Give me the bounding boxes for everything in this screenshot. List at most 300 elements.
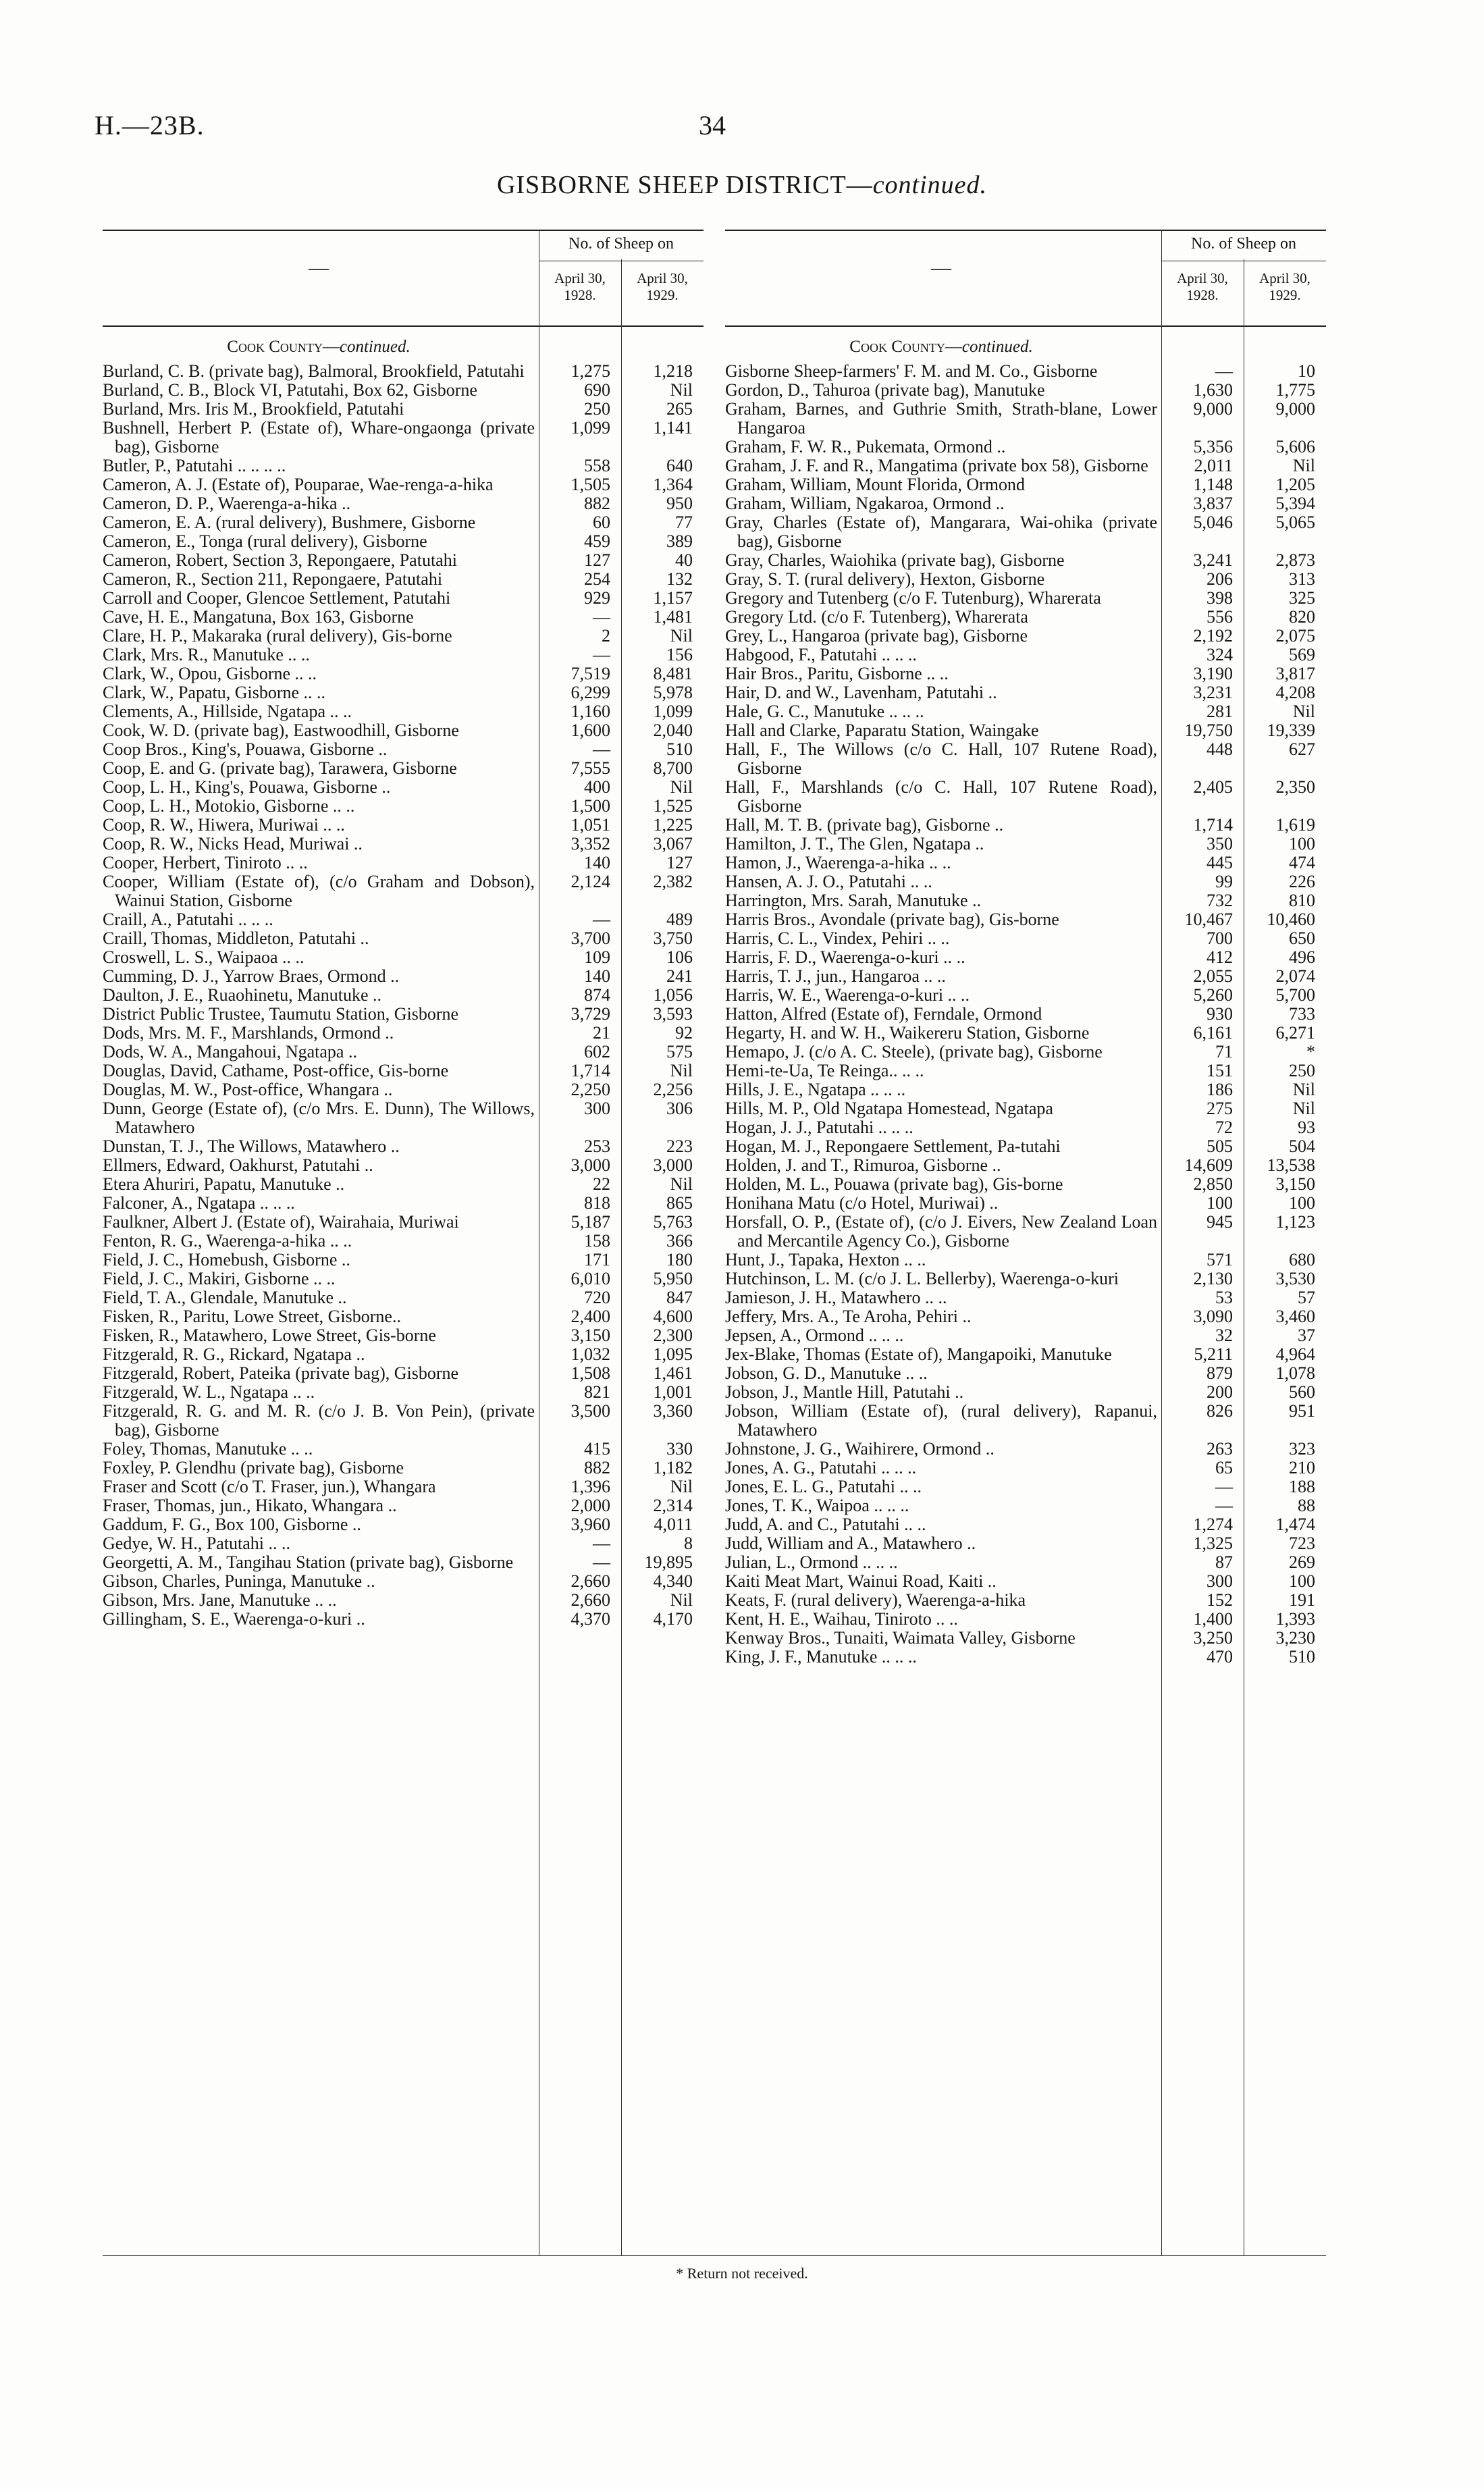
sheep-1929: 88 (1298, 1496, 1315, 1515)
sheep-1928: 6,299 (571, 683, 610, 702)
sheep-1928: 2,660 (571, 1571, 610, 1591)
table-row (725, 456, 1326, 475)
table-row (103, 797, 704, 816)
owner-name: Cameron, A. J. (Estate of), Pouparae, Wae-renga-a-hika (103, 475, 494, 494)
owner-name: Jepsen, A., Ormond .. .. .. (725, 1326, 904, 1345)
page-title (0, 170, 1484, 200)
owner-name: Hair Bros., Paritu, Gisborne .. .. (725, 664, 949, 683)
sheep-1929: 5,763 (653, 1212, 693, 1232)
owner-name: Field, J. C., Homebush, Gisborne .. (103, 1250, 350, 1269)
owner-name: Douglas, David, Cathame, Post-office, Gis-borne (103, 1061, 449, 1080)
sheep-1929: 1,205 (1275, 475, 1315, 494)
sheep-1928: 4,370 (571, 1609, 610, 1629)
owner-name: Hogan, M. J., Repongaere Settlement, Pa-tutahi (725, 1136, 1061, 1156)
sheep-1928: 1,051 (571, 815, 610, 835)
sheep-1928: 3,837 (1193, 494, 1233, 513)
sheep-1929: 5,950 (653, 1269, 693, 1288)
sheep-1928: 732 (1207, 891, 1233, 910)
sheep-1928: 1,714 (1193, 815, 1233, 835)
sheep-1929: 1,775 (1275, 380, 1315, 400)
table-row (725, 854, 1326, 872)
sheep-1929: 3,593 (653, 1004, 693, 1024)
owner-name: Foley, Thomas, Manutuke .. .. (103, 1439, 313, 1459)
county-continued: continued. (961, 338, 1033, 356)
table-row (103, 1175, 704, 1194)
sheep-1929: 1,461 (653, 1363, 693, 1383)
sheep-1929: 100 (1289, 834, 1315, 854)
table-row (725, 627, 1326, 646)
table-row (725, 816, 1326, 835)
sheep-1928: 400 (584, 777, 610, 797)
sheep-1928: 398 (1207, 588, 1233, 608)
owner-name: Gillingham, S. E., Waerenga-o-kuri .. (103, 1609, 365, 1629)
year-1929-header: April 30, 1929. (1259, 270, 1310, 303)
table-row (725, 1383, 1326, 1402)
owner-name: Coop Bros., King's, Pouawa, Gisborne .. (103, 739, 388, 759)
year-1928-header: April 30, 1928. (554, 270, 606, 303)
owner-name: Dods, W. A., Mangahoui, Ngatapa .. (103, 1042, 357, 1062)
sheep-1928: 2,250 (571, 1080, 610, 1099)
owner-name: Foxley, P. Glendhu (private bag), Gisborne (103, 1458, 404, 1477)
owner-name: Falconer, A., Ngatapa .. .. .. (103, 1193, 295, 1213)
owner-name: Jobson, William (Estate of), (rural delivery), Rapanui, Matawhero (725, 1401, 1157, 1440)
sheep-count-group-header: No. of Sheep on (1191, 235, 1296, 253)
sheep-1928: 700 (1207, 928, 1233, 948)
owner-name: Grey, L., Hangaroa (private bag), Gisborne (725, 626, 1028, 646)
sheep-1929: 3,817 (1275, 664, 1315, 683)
table-row (103, 627, 704, 646)
owner-name: Craill, Thomas, Middleton, Patutahi .. (103, 928, 369, 948)
table-row (103, 1515, 704, 1534)
owner-name: Hills, J. E., Ngatapa .. .. .. (725, 1080, 906, 1099)
sheep-1928: 87 (1215, 1552, 1233, 1572)
sheep-1928: 1,508 (571, 1363, 610, 1383)
sheep-1929: 5,394 (1275, 494, 1315, 513)
sheep-1928: 2,405 (1193, 777, 1233, 797)
sheep-1928: 879 (1207, 1363, 1233, 1383)
sheep-1929: 950 (666, 494, 693, 513)
owner-name: Harris, T. J., jun., Hangaroa .. .. (725, 966, 946, 986)
county-name: Cook County— (849, 338, 962, 356)
table-row (725, 589, 1326, 608)
table-row (103, 400, 704, 419)
owner-name: Cooper, Herbert, Tiniroto .. .. (103, 853, 308, 872)
sheep-1928: 690 (584, 380, 610, 400)
sheep-1929: 13,538 (1267, 1155, 1315, 1175)
owner-name: Coop, L. H., King's, Pouawa, Gisborne .. (103, 777, 391, 797)
owner-name: Gaddum, F. G., Box 100, Gisborne .. (103, 1515, 361, 1534)
table-row (725, 910, 1326, 929)
sheep-1929: 723 (1289, 1534, 1315, 1553)
sheep-1928: 556 (1207, 607, 1233, 627)
table-row (103, 835, 704, 854)
owner-name: Harris, F. D., Waerenga-o-kuri .. .. (725, 947, 965, 967)
sheep-1928: 3,000 (571, 1155, 610, 1175)
sheep-1928: 53 (1215, 1288, 1233, 1307)
sheep-1928: 3,150 (571, 1326, 610, 1345)
table-row (725, 1477, 1326, 1496)
owner-column-header: — (931, 257, 951, 279)
sheep-1929: * (1306, 1042, 1315, 1062)
owner-name: Jobson, G. D., Manutuke .. .. (725, 1363, 928, 1383)
owner-name: Hogan, J. J., Patutahi .. .. .. (725, 1118, 913, 1137)
sheep-1929: 733 (1289, 1004, 1315, 1024)
sheep-1929: 1,001 (653, 1382, 693, 1402)
sheep-1929: 132 (666, 569, 693, 589)
sheep-1928: 2,660 (571, 1590, 610, 1610)
table-row (725, 1005, 1326, 1024)
sheep-1929: 241 (666, 966, 693, 986)
sheep-1928: 3,960 (571, 1515, 610, 1534)
owner-name: Craill, A., Patutahi .. .. .. (103, 910, 273, 929)
owner-name: Field, J. C., Makiri, Gisborne .. .. (103, 1269, 336, 1288)
owner-name: Cumming, D. J., Yarrow Braes, Ormond .. (103, 966, 400, 986)
table-row (103, 646, 704, 664)
owner-name: King, J. F., Manutuke .. .. .. (725, 1647, 917, 1667)
sheep-1928: 151 (1207, 1061, 1233, 1080)
owner-name: Hamon, J., Waerenga-a-hika .. .. (725, 853, 951, 872)
owner-name: Burland, Mrs. Iris M., Brookfield, Patutahi (103, 399, 404, 419)
sheep-count-group-header: No. of Sheep on (568, 235, 674, 253)
owner-name: Hale, G. C., Manutuke .. .. .. (725, 702, 924, 721)
table-row (725, 1062, 1326, 1080)
owner-name: Hall, F., Marshlands (c/o C. Hall, 107 Rutene Road), Gisborne (725, 777, 1157, 816)
owner-name: Clements, A., Hillside, Ngatapa .. .. (103, 702, 352, 721)
owner-name: Gregory and Tutenberg (c/o F. Tutenburg), Wharerata (725, 588, 1101, 608)
county-name: Cook County— (227, 338, 340, 356)
table-row (725, 646, 1326, 664)
owner-name: Hemi-te-Ua, Te Reinga.. .. .. (725, 1061, 924, 1080)
sheep-1929: 496 (1289, 947, 1315, 967)
table-row (103, 1099, 704, 1137)
sheep-1928: 826 (1207, 1401, 1233, 1421)
owner-name: Kaiti Meat Mart, Wainui Road, Kaiti .. (725, 1571, 997, 1591)
sheep-1929: 8 (684, 1534, 693, 1553)
owner-name: Jones, T. K., Waipoa .. .. .. (725, 1496, 909, 1515)
table-row (725, 891, 1326, 910)
owner-name: Kent, H. E., Waihau, Tiniroto .. .. (725, 1609, 958, 1629)
sheep-1928: 250 (584, 399, 610, 419)
sheep-1929: 4,340 (653, 1571, 693, 1591)
sheep-1928: 882 (584, 494, 610, 513)
sheep-1929: 188 (1289, 1477, 1315, 1496)
sheep-1928: 65 (1215, 1458, 1233, 1477)
sheep-1928: 3,190 (1193, 664, 1233, 683)
entries-left (103, 362, 704, 1629)
sheep-1928: 324 (1207, 645, 1233, 664)
table-row (103, 1194, 704, 1213)
owner-name: Daulton, J. E., Ruaohinetu, Manutuke .. (103, 985, 382, 1005)
table-row (725, 608, 1326, 627)
owner-name: Graham, William, Mount Florida, Ormond (725, 475, 1026, 494)
owner-name: Gray, S. T. (rural delivery), Hexton, Gisborne (725, 569, 1045, 589)
table-row (103, 513, 704, 532)
owner-name: Fisken, R., Paritu, Lowe Street, Gisborne.. (103, 1307, 401, 1326)
sheep-1928: 5,260 (1193, 985, 1233, 1005)
table-row (725, 1326, 1326, 1345)
owner-name: Kenway Bros., Tunaiti, Waimata Valley, Gisborne (725, 1628, 1076, 1648)
owner-name: Coop, E. and G. (private bag), Tarawera, Gisborne (103, 758, 457, 778)
sheep-1929: 210 (1289, 1458, 1315, 1477)
sheep-1929: 9,000 (1275, 399, 1315, 419)
owner-name: Fitzgerald, R. G., Rickard, Ngatapa .. (103, 1344, 365, 1364)
sheep-1928: — (593, 1552, 610, 1572)
sheep-1928: 1,505 (571, 475, 610, 494)
sheep-1929: Nil (670, 1590, 693, 1610)
sheep-1928: 3,241 (1193, 550, 1233, 570)
sheep-1929: 510 (1289, 1647, 1315, 1667)
table-row (103, 570, 704, 589)
sheep-1928: 3,231 (1193, 683, 1233, 702)
owner-name: Jeffery, Mrs. A., Te Aroha, Pehiri .. (725, 1307, 972, 1326)
sheep-1928: — (593, 910, 610, 929)
owner-name: Hall, M. T. B. (private bag), Gisborne .. (725, 815, 1004, 835)
county-heading (103, 338, 535, 357)
sheep-1928: 1,099 (571, 418, 610, 438)
table-row (725, 1440, 1326, 1459)
table-row (725, 1288, 1326, 1307)
owner-name: Hamilton, J. T., The Glen, Ngatapa .. (725, 834, 984, 854)
table-row (725, 1156, 1326, 1175)
owner-name: Croswell, L. S., Waipaoa .. .. (103, 947, 304, 967)
table-row (725, 1496, 1326, 1515)
table-row (725, 551, 1326, 570)
sheep-1929: Nil (670, 777, 693, 797)
owner-name: Hatton, Alfred (Estate of), Ferndale, Ormond (725, 1004, 1042, 1024)
owner-name: Gray, Charles (Estate of), Mangarara, Wai-ohika (private bag), Gisborne (725, 513, 1157, 551)
table-row (103, 1326, 704, 1345)
table-row (103, 494, 704, 513)
sheep-1928: 818 (584, 1193, 610, 1213)
sheep-1929: 2,300 (653, 1326, 693, 1345)
sheep-1928: 448 (1207, 739, 1233, 759)
sheep-1929: 1,095 (653, 1344, 693, 1364)
table-row (725, 740, 1326, 778)
title-continued: continued. (872, 171, 988, 199)
sheep-1929: 325 (1289, 588, 1315, 608)
table-row (103, 1080, 704, 1099)
sheep-1929: 2,075 (1275, 626, 1315, 646)
table-row (725, 986, 1326, 1005)
sheep-1929: 1,157 (653, 588, 693, 608)
owner-name: Judd, William and A., Matawhero .. (725, 1534, 976, 1553)
owner-name: Georgetti, A. M., Tangihau Station (private bag), Gisborne (103, 1552, 514, 1572)
sheep-1929: 2,074 (1275, 966, 1315, 986)
table-row (725, 1080, 1326, 1099)
table-row (725, 570, 1326, 589)
sheep-1928: 127 (584, 550, 610, 570)
sheep-1929: 5,606 (1275, 437, 1315, 456)
owner-name: Habgood, F., Patutahi .. .. .. (725, 645, 917, 664)
table-row (103, 1043, 704, 1062)
owner-name: Fitzgerald, W. L., Ngatapa .. .. (103, 1382, 315, 1402)
sheep-1929: Nil (670, 626, 693, 646)
sheep-1928: — (593, 645, 610, 664)
sheep-1929: 250 (1289, 1061, 1315, 1080)
sheep-1929: 191 (1289, 1590, 1315, 1610)
sheep-1928: 571 (1207, 1250, 1233, 1269)
year-1929-header: April 30, 1929. (637, 270, 688, 303)
sheep-1929: 1,056 (653, 985, 693, 1005)
owner-name: Etera Ahuriri, Papatu, Manutuke .. (103, 1174, 345, 1194)
table-row (103, 986, 704, 1005)
table-row (103, 1024, 704, 1043)
sheep-1928: 874 (584, 985, 610, 1005)
left-column-table (103, 230, 704, 2262)
owner-name: Gedye, W. H., Patutahi .. .. (103, 1534, 291, 1553)
sheep-1928: — (1215, 1477, 1233, 1496)
table-row (103, 456, 704, 475)
owner-name: Hair, D. and W., Lavenham, Patutahi .. (725, 683, 997, 702)
owner-name: Harris, C. L., Vindex, Pehiri .. .. (725, 928, 950, 948)
sheep-1929: 810 (1289, 891, 1315, 910)
sheep-1928: 3,352 (571, 834, 610, 854)
sheep-1928: 140 (584, 853, 610, 872)
owner-name: Keats, F. (rural delivery), Waerenga-a-hika (725, 1590, 1026, 1610)
table-row (103, 1269, 704, 1288)
sheep-1928: 929 (584, 588, 610, 608)
sheep-1928: — (593, 739, 610, 759)
sheep-1929: 2,873 (1275, 550, 1315, 570)
owner-name: Dunn, George (Estate of), (c/o Mrs. E. Dunn), The Willows, Matawhero (103, 1099, 535, 1137)
sheep-1928: 1,400 (1193, 1609, 1233, 1629)
sheep-1928: 300 (584, 1099, 610, 1118)
table-row (725, 1553, 1326, 1572)
table-row (725, 1307, 1326, 1326)
sheep-1928: 505 (1207, 1136, 1233, 1156)
table-row (103, 1534, 704, 1553)
sheep-1929: 1,182 (653, 1458, 693, 1477)
sheep-1929: 560 (1289, 1382, 1315, 1402)
sheep-1929: 4,170 (653, 1609, 693, 1629)
owner-name: Clark, Mrs. R., Manutuke .. .. (103, 645, 310, 664)
sheep-1929: 57 (1298, 1288, 1315, 1307)
table-row (103, 1383, 704, 1402)
table-row (103, 1477, 704, 1496)
sheep-1929: 2,382 (653, 872, 693, 891)
sheep-1928: 158 (584, 1231, 610, 1251)
sheep-1928: 882 (584, 1458, 610, 1477)
sheep-1928: 32 (1215, 1326, 1233, 1345)
owner-name: Hemapo, J. (c/o A. C. Steele), (private bag), Gisborne (725, 1042, 1103, 1062)
sheep-1928: 412 (1207, 947, 1233, 967)
sheep-1929: 640 (666, 456, 693, 475)
table-row (725, 475, 1326, 494)
owner-name: Hills, M. P., Old Ngatapa Homestead, Ngatapa (725, 1099, 1053, 1118)
sheep-1928: 3,700 (571, 928, 610, 948)
owner-name: Jamieson, J. H., Matawhero .. .. (725, 1288, 947, 1307)
owner-name: Fitzgerald, R. G. and M. R. (c/o J. B. Von Pein), (private bag), Gisborne (103, 1401, 535, 1440)
table-row (103, 854, 704, 872)
entries-right (725, 362, 1326, 1667)
owner-name: Clark, W., Opou, Gisborne .. .. (103, 664, 317, 683)
sheep-1929: 100 (1289, 1193, 1315, 1213)
sheep-1928: 71 (1215, 1042, 1233, 1062)
sheep-1929: 8,700 (653, 758, 693, 778)
sheep-1928: 254 (584, 569, 610, 589)
table-row (103, 759, 704, 778)
sheep-1929: 2,350 (1275, 777, 1315, 797)
table-row (103, 475, 704, 494)
owner-name: Johnstone, J. G., Waihirere, Ormond .. (725, 1439, 995, 1459)
owner-name: Fraser and Scott (c/o T. Fraser, jun.), Whangara (103, 1477, 436, 1496)
sheep-1929: 313 (1289, 569, 1315, 589)
sheep-1928: 21 (593, 1023, 610, 1043)
sheep-1928: 602 (584, 1042, 610, 1062)
table-row (725, 1213, 1326, 1251)
sheep-1929: 92 (675, 1023, 693, 1043)
sheep-1928: 415 (584, 1439, 610, 1459)
owner-name: Cameron, E. A. (rural delivery), Bushmere, Gisborne (103, 513, 476, 532)
table-header-left (103, 230, 704, 327)
owner-name: Gibson, Mrs. Jane, Manutuke .. .. (103, 1590, 337, 1610)
table-row (725, 1459, 1326, 1477)
table-row (103, 910, 704, 929)
sheep-1928: 350 (1207, 834, 1233, 854)
table-row (725, 1251, 1326, 1269)
sheep-1928: 945 (1207, 1212, 1233, 1232)
owner-name: Cameron, D. P., Waerenga-a-hika .. (103, 494, 351, 513)
sheep-1929: 820 (1289, 607, 1315, 627)
sheep-1929: 156 (666, 645, 693, 664)
owner-name: Fisken, R., Matawhero, Lowe Street, Gis-borne (103, 1326, 436, 1345)
table-row (725, 948, 1326, 967)
table-row (103, 721, 704, 740)
table-row (725, 1043, 1326, 1062)
sheep-1929: 3,460 (1275, 1307, 1315, 1326)
table-row (103, 589, 704, 608)
sheep-1928: 5,356 (1193, 437, 1233, 456)
sheep-1928: 6,010 (571, 1269, 610, 1288)
sheep-1929: 4,208 (1275, 683, 1315, 702)
owner-name: Jones, E. L. G., Patutahi .. .. (725, 1477, 922, 1496)
table-row (103, 419, 704, 456)
sheep-1929: Nil (670, 1061, 693, 1080)
table-row (725, 438, 1326, 456)
sheep-1928: — (1215, 361, 1233, 381)
sheep-1928: 14,609 (1184, 1155, 1233, 1175)
owner-name: Gregory Ltd. (c/o F. Tutenberg), Wharerata (725, 607, 1028, 627)
owner-name: Fraser, Thomas, jun., Hikato, Whangara .. (103, 1496, 397, 1515)
sheep-1928: 1,032 (571, 1344, 610, 1364)
table-row (725, 1534, 1326, 1553)
sheep-1929: 3,360 (653, 1401, 693, 1421)
sheep-1929: Nil (1292, 1080, 1315, 1099)
sheep-1929: Nil (670, 1174, 693, 1194)
sheep-1929: 847 (666, 1288, 693, 1307)
owner-name: District Public Trustee, Taumutu Station, Gisborne (103, 1004, 459, 1024)
sheep-1929: 226 (1289, 872, 1315, 891)
owner-name: Holden, J. and T., Rimuroa, Gisborne .. (725, 1155, 1001, 1175)
sheep-1929: 680 (1289, 1250, 1315, 1269)
county-heading (725, 338, 1157, 357)
sheep-1928: 206 (1207, 569, 1233, 589)
sheep-1929: 1,225 (653, 815, 693, 835)
sheep-1929: 4,964 (1275, 1344, 1315, 1364)
owner-name: Hunt, J., Tapaka, Hexton .. .. (725, 1250, 926, 1269)
table-row (103, 1459, 704, 1477)
owner-name: Julian, L., Ormond .. .. .. (725, 1552, 898, 1572)
sheep-1929: 510 (666, 739, 693, 759)
right-column-table (725, 230, 1326, 2262)
sheep-1929: 5,065 (1275, 513, 1315, 532)
sheep-1929: 650 (1289, 928, 1315, 948)
sheep-1929: 3,067 (653, 834, 693, 854)
sheep-1929: 1,141 (653, 418, 693, 438)
sheep-1928: 459 (584, 531, 610, 551)
table-row (103, 1364, 704, 1383)
table-row (103, 1553, 704, 1572)
